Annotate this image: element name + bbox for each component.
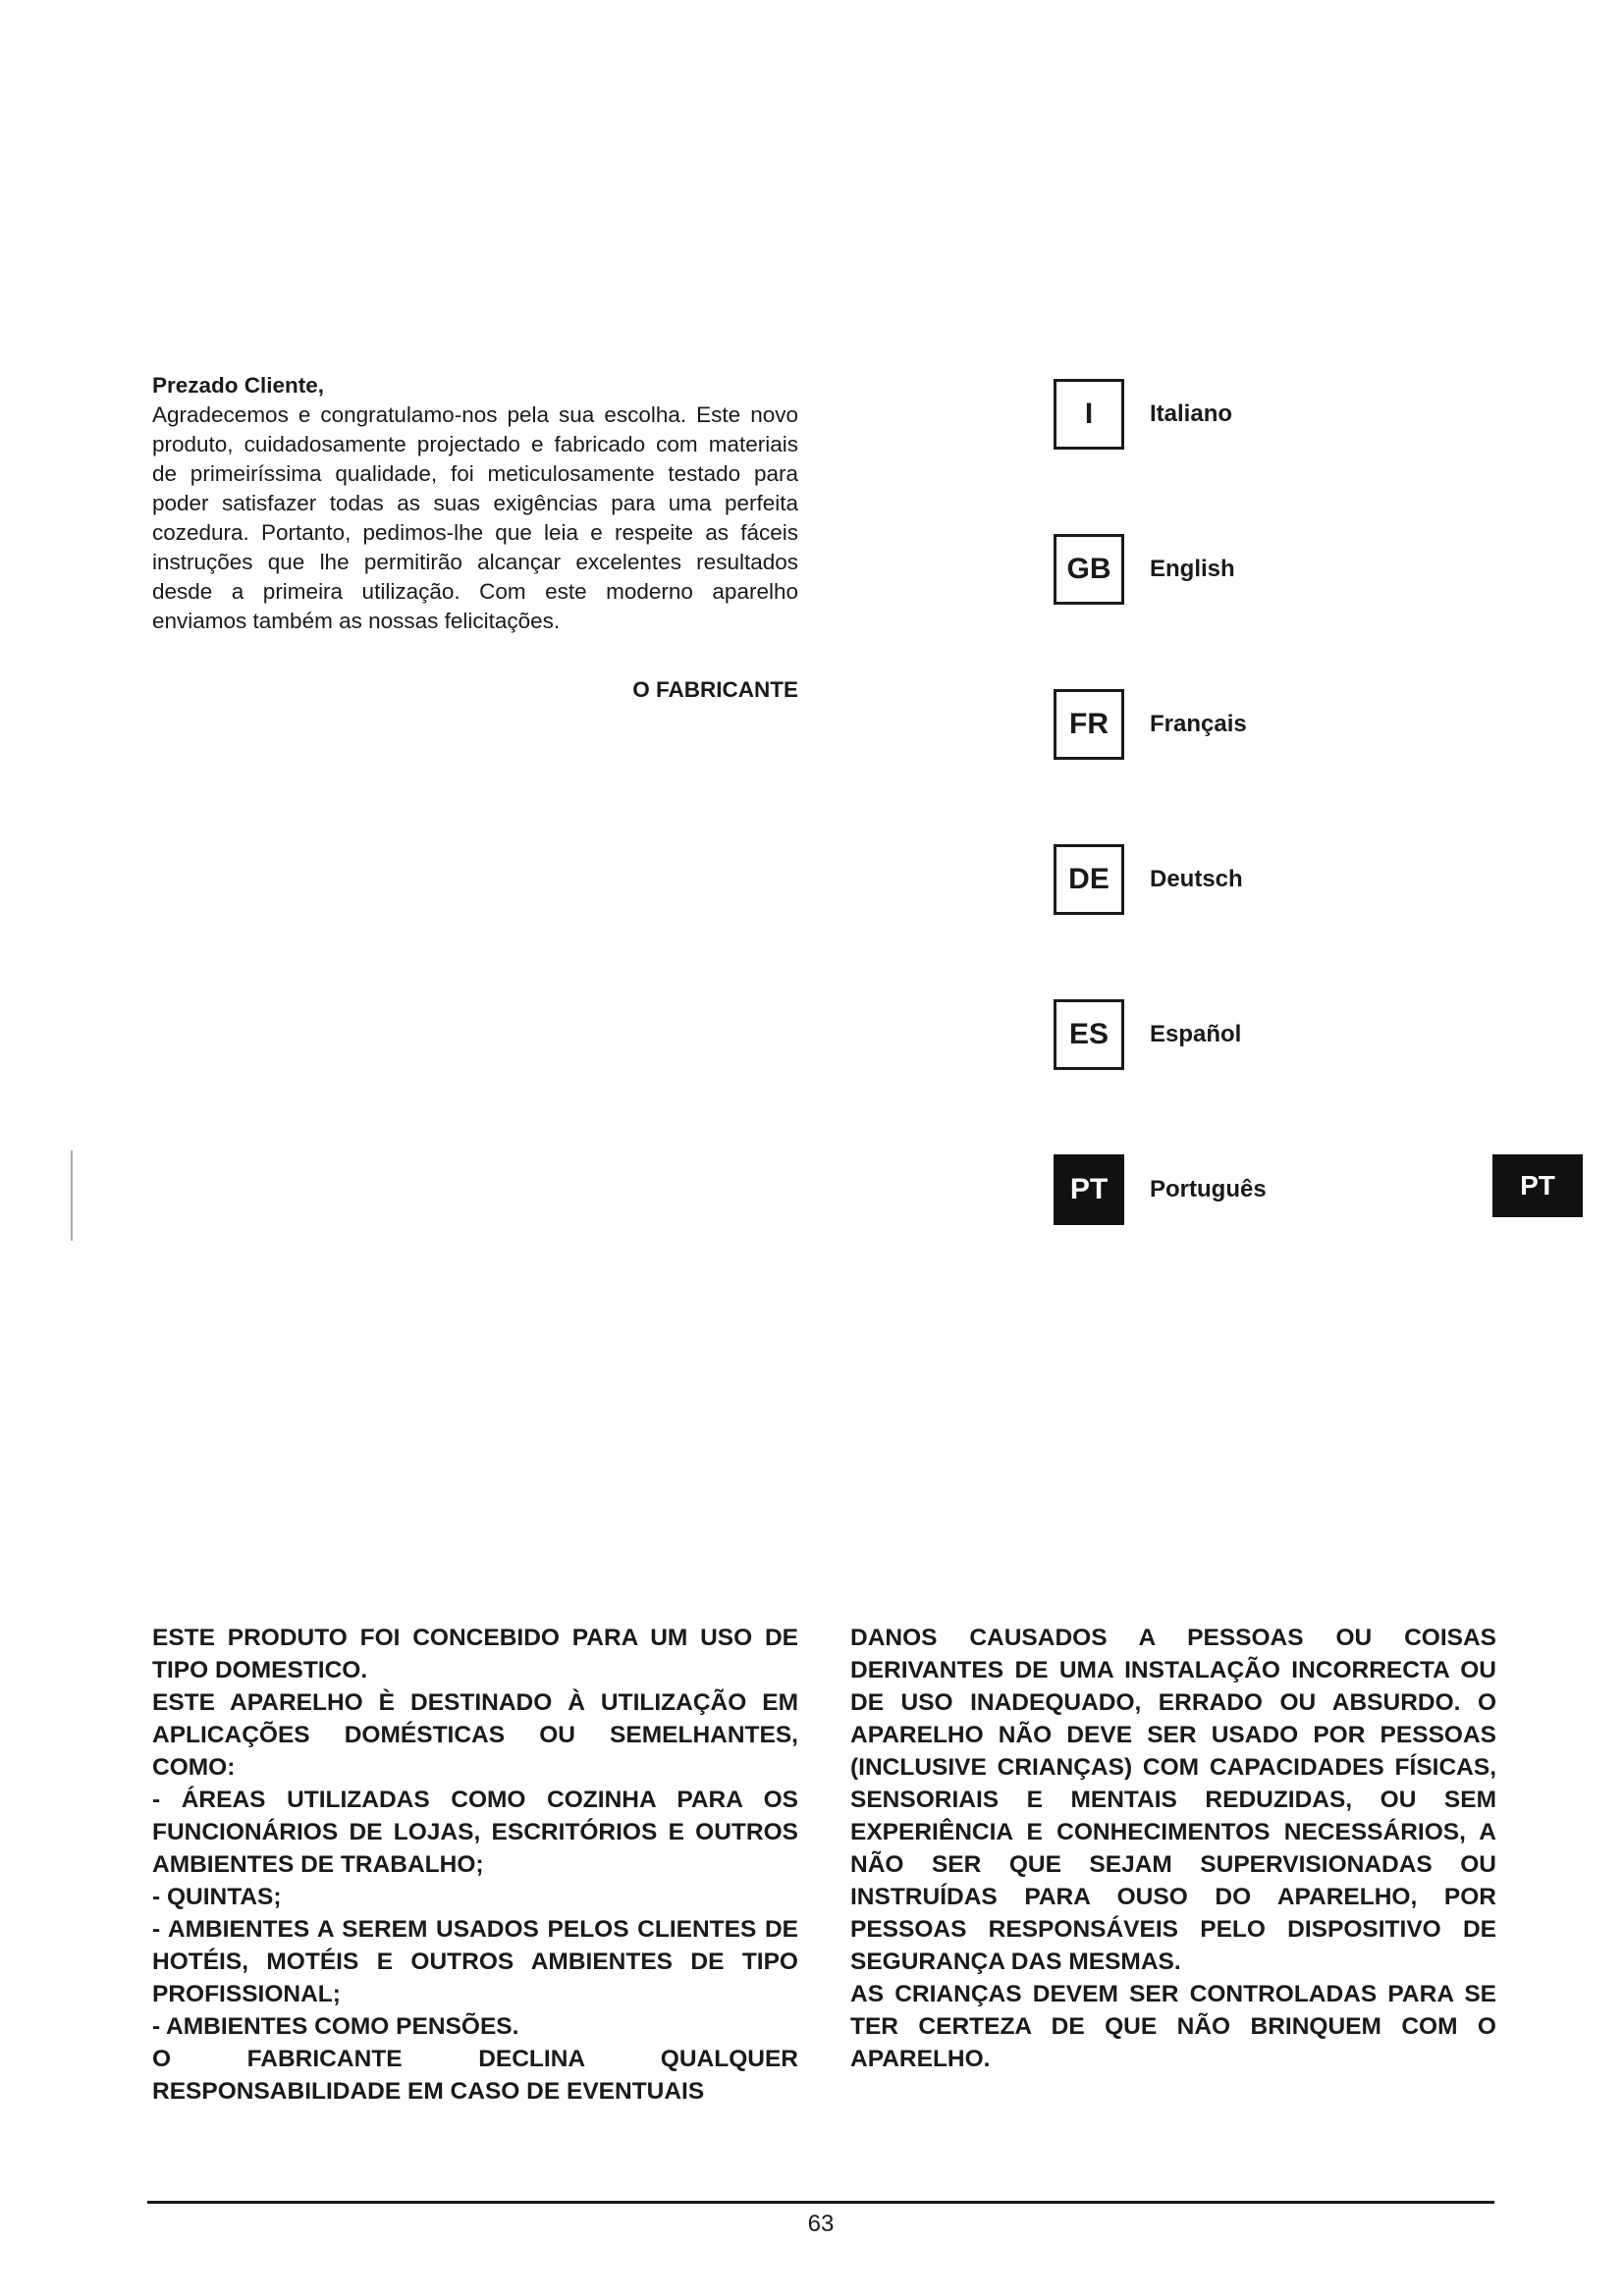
language-code-box-francais: FR: [1054, 689, 1124, 760]
warning-paragraph: ESTE PRODUTO FOI CONCEBIDO PARA UM USO DE TIPO DOMESTICO.: [152, 1625, 798, 1683]
language-label-deutsch: Deutsch: [1150, 866, 1243, 892]
manufacturer-signature: O FABRICANTE: [632, 677, 798, 702]
language-index: [1054, 377, 1267, 1308]
language-code-box-deutsch: DE: [1054, 844, 1124, 915]
language-code-box-english: GB: [1054, 534, 1124, 605]
language-code-box-portugues: PT: [1054, 1154, 1124, 1225]
page-number: 63: [807, 2211, 835, 2237]
language-row-english: [1054, 532, 1267, 607]
language-row-portugues: [1054, 1152, 1267, 1227]
warning-paragraph: - ÁREAS UTILIZADAS COMO COZINHA PARA OS FUNCIONÁRIOS DE LOJAS, ESCRITÓRIOS E OUTROS AMBIENTES DE TRABALHO;: [152, 1787, 798, 1878]
language-label-francais: Français: [1150, 711, 1247, 737]
pt-thumb-tab: PT: [1492, 1154, 1583, 1217]
warning-column-left: [152, 1622, 798, 2108]
warning-paragraph: - AMBIENTES A SEREM USADOS PELOS CLIENTES DE HOTÉIS, MOTÉIS E OUTROS AMBIENTES DE TIPO PROFISSIONAL;: [152, 1916, 798, 2007]
language-label-espanol: Español: [1150, 1021, 1242, 1047]
intro-body-text: Agradecemos e congratulamo-nos pela sua escolha. Este novo produto, cuidadosamente projectado e fabricado com materiais de primeiríssima qualidade, foi meticulosamente testado para poder satisfazer todas as suas exigências para uma perfeita cozedura. Portanto, pedimos-lhe que leia e respeite as fáceis instruções que lhe permitirão alcançar excelentes resultados desde a primeira utilização. Com este moderno aparelho enviamos também as nossas felicitações.: [152, 402, 798, 633]
footer-rule: [147, 2201, 1494, 2204]
language-label-italiano: Italiano: [1150, 400, 1233, 427]
language-row-francais: [1054, 687, 1267, 762]
warning-paragraph: - AMBIENTES COMO PENSÕES.: [152, 2013, 519, 2040]
intro-section: [152, 371, 798, 705]
warning-column-right: [850, 1622, 1496, 2075]
warning-paragraph: O FABRICANTE DECLINA QUALQUER RESPONSABILIDADE EM CASO DE EVENTUAIS: [152, 2046, 798, 2105]
language-row-espanol: [1054, 997, 1267, 1072]
language-code-box-espanol: ES: [1054, 999, 1124, 1070]
language-row-italiano: [1054, 377, 1267, 452]
language-row-deutsch: [1054, 842, 1267, 917]
warning-paragraph: - QUINTAS;: [152, 1884, 282, 1910]
warning-paragraph: DANOS CAUSADOS A PESSOAS OU COISAS DERIVANTES DE UMA INSTALAÇÃO INCORRECTA OU DE USO INADEQUADO, ERRADO OU ABSURDO. O APARELHO NÃO DEVE SER USADO POR PESSOAS (INCLUSIVE CRIANÇAS) COM CAPACIDADES FÍSICAS, SENSORIAIS E MENTAIS REDUZIDAS, OU SEM EXPERIÊNCIA E CONHECIMENTOS NECESSÁRIOS, A NÃO SER QUE SEJAM SUPERVISIONADAS OU INSTRUÍDAS PARA OUSO DO APARELHO, POR PESSOAS RESPONSÁVEIS PELO DISPOSITIVO DE SEGURANÇA DAS MESMAS.: [850, 1625, 1496, 1975]
intro-greeting: Prezado Cliente,: [152, 373, 325, 398]
warning-paragraph: AS CRIANÇAS DEVEM SER CONTROLADAS PARA SE TER CERTEZA DE QUE NÃO BRINQUEM COM O APARELHO.: [850, 1981, 1496, 2072]
crop-mark: [71, 1150, 73, 1241]
warning-paragraph: ESTE APARELHO È DESTINADO À UTILIZAÇÃO EM APLICAÇÕES DOMÉSTICAS OU SEMELHANTES, COMO:: [152, 1689, 798, 1781]
language-label-english: English: [1150, 556, 1235, 582]
language-label-portugues: Português: [1150, 1176, 1267, 1202]
language-code-box-italiano: I: [1054, 379, 1124, 450]
